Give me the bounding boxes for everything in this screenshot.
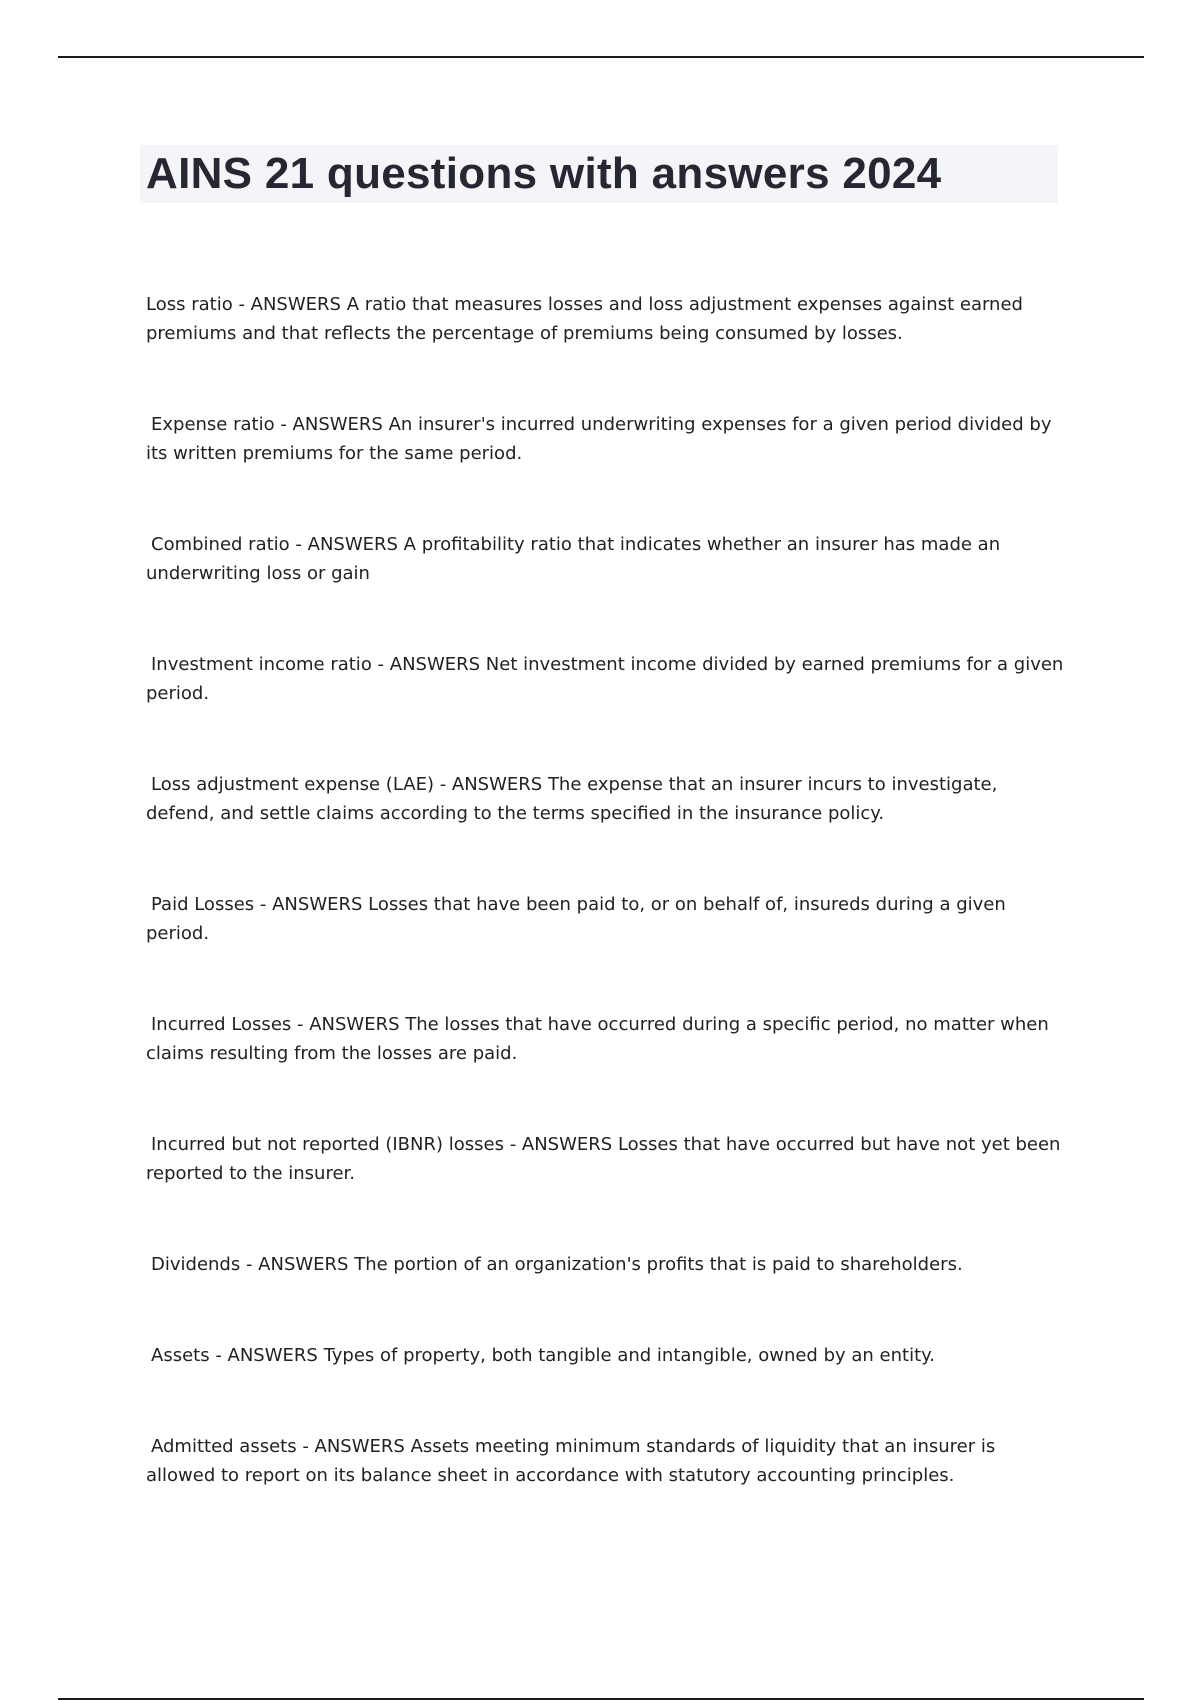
entry-term: Admitted assets [151, 1436, 297, 1457]
entry-answer: Types of property, both tangible and intangible, owned by an entity. [323, 1345, 935, 1366]
entry-term: Combined ratio [151, 534, 290, 555]
entry-loss-adjustment-expense [146, 770, 1066, 828]
entry-separator: - ANSWERS [371, 654, 486, 675]
document-title: AINS 21 questions with answers 2024 [146, 149, 942, 198]
entry-separator: - ANSWERS [274, 414, 389, 435]
entry-answer: Losses that have occurred but have not yet been reported to the insurer. [146, 1134, 1061, 1184]
entry-separator: - ANSWERS [433, 774, 548, 795]
entry-assets [146, 1341, 1066, 1370]
entry-answer: A ratio that measures losses and loss adjustment expenses against earned premiums and that reflects the percentage of premiums being consumed by losses. [146, 294, 1023, 344]
entry-answer: A profitability ratio that indicates whether an insurer has made an underwriting loss or gain [146, 534, 1001, 584]
entry-incurred-losses [146, 1010, 1066, 1068]
entry-answer: An insurer's incurred underwriting expenses for a given period divided by its written premiums for the same period. [146, 414, 1052, 464]
entry-loss-ratio [146, 290, 1066, 348]
entry-ibnr-losses [146, 1130, 1066, 1188]
entry-answer: Assets meeting minimum standards of liquidity that an insurer is allowed to report on its balance sheet in accordance with statutory accounting principles. [146, 1436, 996, 1486]
entry-term: Incurred Losses [151, 1014, 292, 1035]
entry-answer: The expense that an insurer incurs to investigate, defend, and settle claims according to the terms specified in the insurance policy. [146, 774, 998, 824]
entry-answer: The losses that have occurred during a specific period, no matter when claims resulting from the losses are paid. [146, 1014, 1049, 1064]
top-divider [58, 56, 1144, 58]
entry-dividends [146, 1250, 1066, 1279]
entry-answer: Losses that have been paid to, or on behalf of, insureds during a given period. [146, 894, 1006, 944]
entry-term: Dividends [151, 1254, 241, 1275]
entry-answer: The portion of an organization's profits that is paid to shareholders. [354, 1254, 963, 1275]
entry-combined-ratio [146, 530, 1066, 588]
entry-paid-losses [146, 890, 1066, 948]
entry-separator: - ANSWERS [240, 1254, 355, 1275]
entry-term: Paid Losses [151, 894, 255, 915]
entry-separator: - ANSWERS [291, 1014, 406, 1035]
entries-list [146, 290, 1066, 1552]
entry-separator: - ANSWERS [254, 894, 369, 915]
entry-admitted-assets [146, 1432, 1066, 1490]
entry-term: Incurred but not reported (IBNR) losses [151, 1134, 504, 1155]
entry-answer: Net investment income divided by earned premiums for a given period. [146, 654, 1064, 704]
entry-separator: - ANSWERS [232, 294, 347, 315]
entry-term: Expense ratio [151, 414, 275, 435]
entry-term: Investment income ratio [151, 654, 372, 675]
entry-investment-income-ratio [146, 650, 1066, 708]
entry-separator: - ANSWERS [209, 1345, 324, 1366]
entry-separator: - ANSWERS [289, 534, 404, 555]
entry-separator: - ANSWERS [503, 1134, 618, 1155]
entry-separator: - ANSWERS [296, 1436, 411, 1457]
entry-expense-ratio [146, 410, 1066, 468]
entry-term: Loss ratio [146, 294, 233, 315]
entry-term: Assets [151, 1345, 210, 1366]
entry-term: Loss adjustment expense (LAE) [151, 774, 434, 795]
